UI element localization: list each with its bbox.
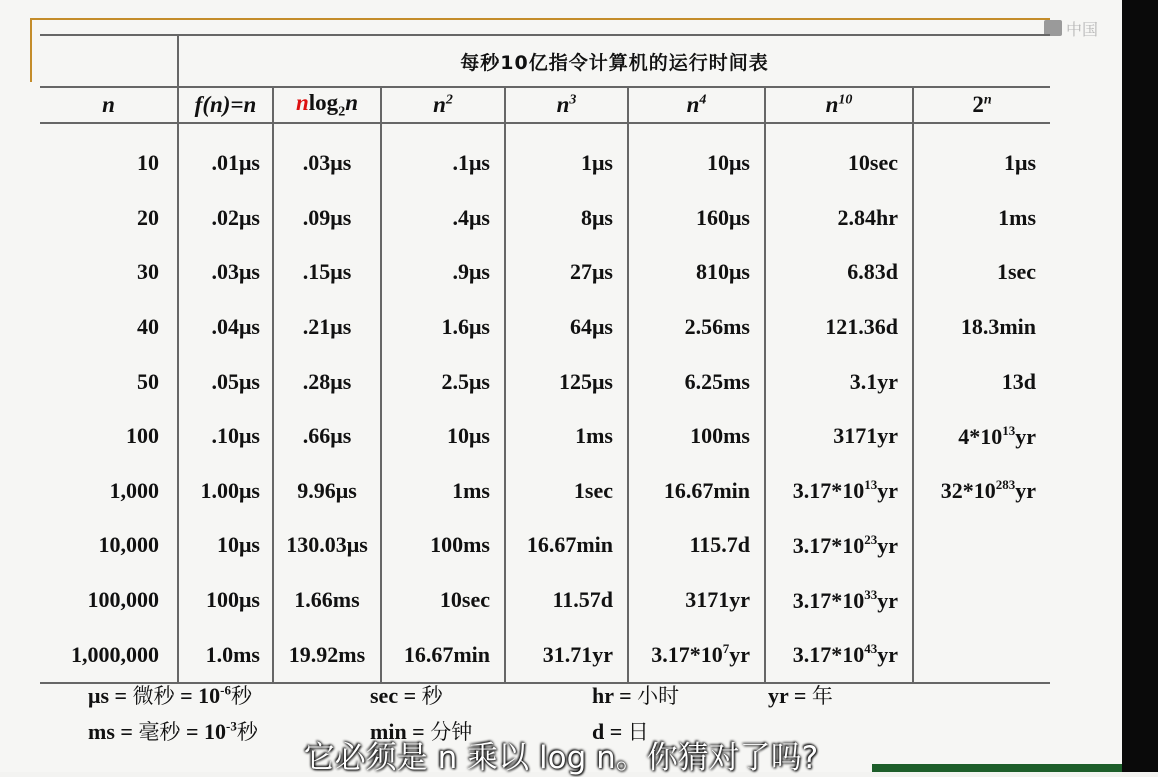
table-cell: 810μs [628,245,765,300]
table-title: 每秒10亿指令计算机的运行时间表 [178,35,1050,87]
header-n2: $n^2$ [381,87,505,123]
table-cell: 1.00μs [178,464,273,519]
table-cell: 16.67min [628,464,765,519]
table-cell: .09μs [273,191,381,246]
table-cell: .28μs [273,354,381,409]
table-cell: 1,000,000 [40,627,178,683]
table-cell: 64μs [505,300,628,355]
table-cell: 6.25ms [628,354,765,409]
table-cell: 3.1yr [765,354,913,409]
table-body [40,123,1050,683]
table-cell: 10 [40,136,178,191]
watermark-text: 中国 [1066,19,1099,39]
video-subtitle: 它必须是 n 乘以 log n。你猜对了吗? [303,740,819,776]
table-cell: 30 [40,245,178,300]
header-n4: $n^4$ [628,87,765,123]
table-cell: 1sec [505,464,628,519]
table-cell: 19.92ms [273,627,381,683]
table-cell: 11.57d [505,573,628,628]
table-cell: 40 [40,300,178,355]
table-cell: 13d [1001,368,1037,394]
table-cell: 100ms [381,518,505,573]
table-cell: 130.03μs [273,518,381,573]
table-cell: 1.66ms [273,573,381,628]
table-cell: .21μs [273,300,381,355]
table-cell: 100μs [178,573,273,628]
table-cell: 50 [40,354,178,409]
table-cell: 20 [40,191,178,246]
table-cell: 1μs [1003,150,1037,176]
table-row [40,409,1050,464]
table-cell: 1.6μs [381,300,505,355]
table-spacer-row [40,123,1050,136]
table-cell: 10,000 [40,518,178,573]
table-cell: .03μs [178,245,273,300]
table-cell: 1sec [996,259,1037,285]
table-cell: 2.56ms [628,300,765,355]
table-cell: 10sec [381,573,505,628]
table-row [40,354,1050,409]
table-cell: $3.17*10^{33}yr$ [765,573,913,628]
table-cell: 160μs [628,191,765,246]
table-cell: 1,000 [40,464,178,519]
table-row [40,136,1050,191]
table-cell: .66μs [273,409,381,464]
table-cell: 16.67min [381,627,505,683]
table-row [40,573,1050,628]
table-cell: 115.7d [628,518,765,573]
legend-yr: yr = 年 [768,683,833,708]
table-cell: 10μs [381,409,505,464]
table-cell: 8μs [505,191,628,246]
table-cell: 27μs [505,245,628,300]
table-cell: 2.5μs [381,354,505,409]
table-cell: $3.17*10^{23}yr$ [765,518,913,573]
table-cell: $3.17*10^7yr$ [628,627,765,683]
decorative-top-line [30,18,1050,20]
table-cell: 100,000 [40,573,178,628]
table-cell: 1.0ms [178,627,273,683]
table-cell: $4*10^{13}yr$ [958,422,1037,449]
legend-us: μs = 微秒 = $10^{-6}$秒 [88,682,252,708]
table-cell: 2.84hr [765,191,913,246]
table-cell: 3171yr [765,409,913,464]
table-cell: $3.17*10^{13}yr$ [765,464,913,519]
table-cell: .4μs [381,191,505,246]
table-row [40,518,1050,573]
table-cell: .03μs [273,136,381,191]
table-cell [913,627,1050,683]
table-cell: 1ms [998,204,1037,230]
table-cell: 16.67min [505,518,628,573]
legend-min: min = 分钟 [370,719,473,744]
table-cell: 1ms [505,409,628,464]
table-cell: 18.3min [960,314,1037,340]
table-cell: .9μs [381,245,505,300]
table-cell: 121.36d [765,300,913,355]
legend-ms: ms = 毫秒 = $10^{-3}$秒 [88,718,258,744]
header-linear: f(n)=n [178,87,273,123]
table-cell: 10μs [178,518,273,573]
table-row [40,464,1050,519]
decorative-left-line [30,18,32,82]
table-cell: .02μs [178,191,273,246]
table-cell: 125μs [505,354,628,409]
table-cell: 1ms [381,464,505,519]
table-cell [913,573,1050,628]
table-cell: 3171yr [628,573,765,628]
header-n: n [40,87,178,123]
header-nlogn: nlog$_2$n [273,87,381,123]
header-n10: $n^{10}$ [765,87,913,123]
table-cell: .10μs [178,409,273,464]
table-cell: 10μs [628,136,765,191]
header-2n: 2$^n$ [913,87,1050,123]
table-row [40,245,1050,300]
table-row [40,300,1050,355]
table-cell: 1μs [505,136,628,191]
table-cell: .15μs [273,245,381,300]
table-cell: 10sec [765,136,913,191]
table-cell: 31.71yr [505,627,628,683]
table-row [40,191,1050,246]
table-cell: 100ms [628,409,765,464]
table-cell: $3.17*10^{43}yr$ [765,627,913,683]
legend-d: d = 日 [592,719,649,744]
legend-hr: hr = 小时 [592,683,680,708]
header-n3: $n^3$ [505,87,628,123]
table-cell: 9.96μs [273,464,381,519]
table-cell: .01μs [178,136,273,191]
table-cell: .04μs [178,300,273,355]
table-cell: .1μs [381,136,505,191]
legend-sec: sec = 秒 [370,683,443,708]
runtime-table [40,34,1050,684]
table-cell [913,518,1050,573]
table-cell: .05μs [178,354,273,409]
table-cell: 100 [40,409,178,464]
table-cell: 6.83d [765,245,913,300]
video-side-bar [1122,0,1158,772]
video-progress-bar[interactable] [872,764,1122,772]
table-cell: $32*10^{283}yr$ [940,477,1037,504]
table-row [40,627,1050,683]
site-watermark [1044,14,1122,42]
table-corner-cell [40,35,178,87]
